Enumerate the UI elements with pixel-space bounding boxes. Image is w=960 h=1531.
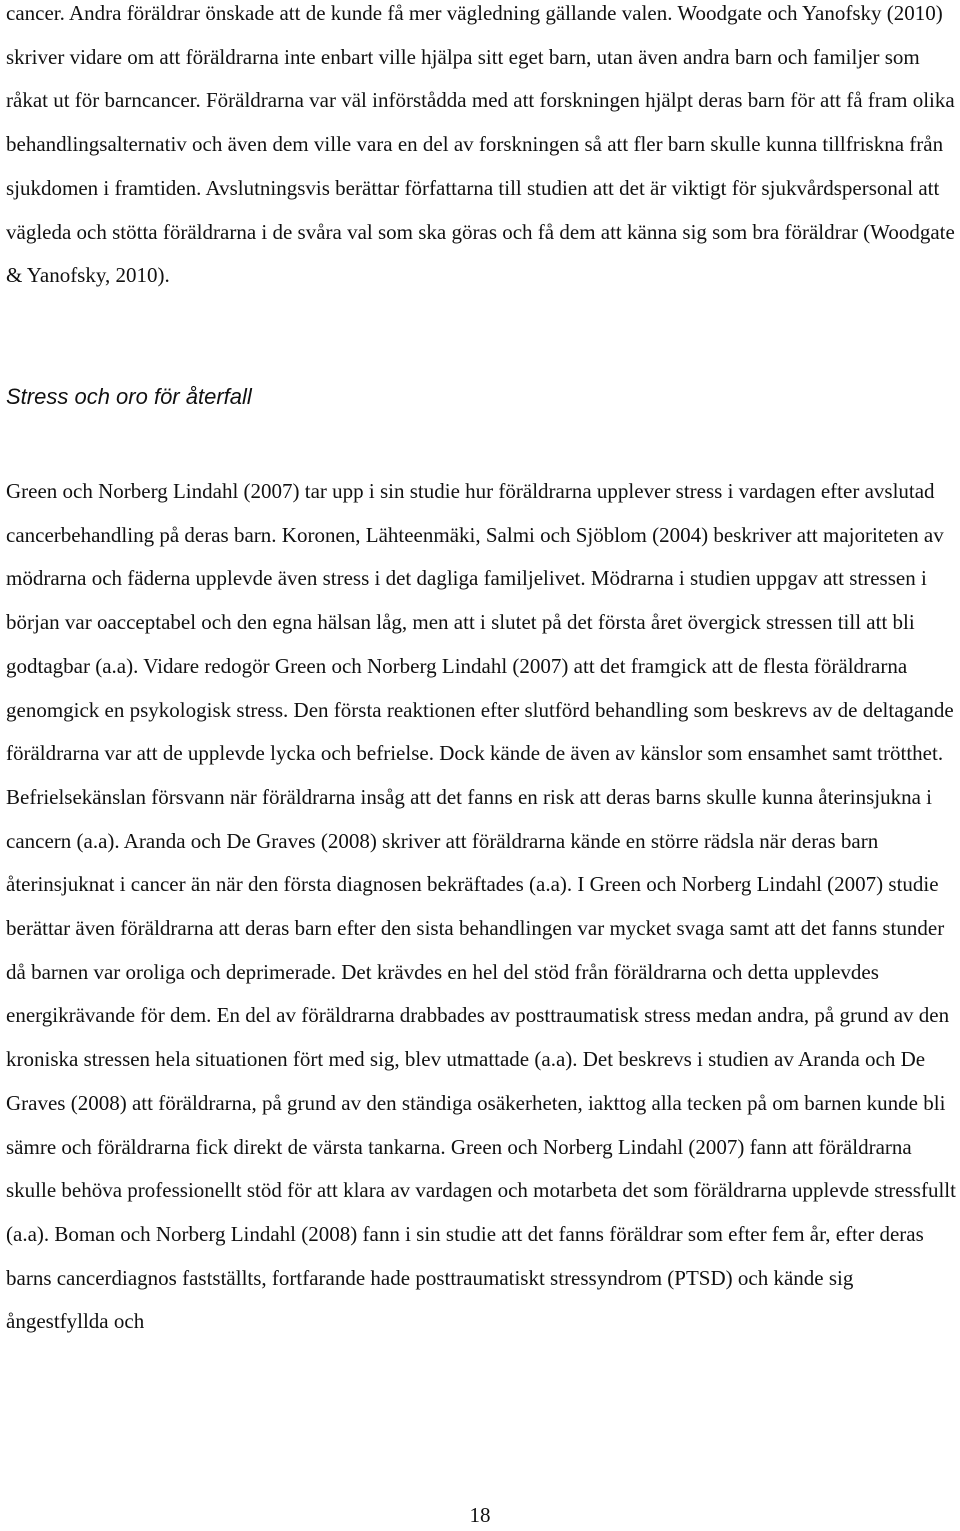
section-heading: Stress och oro för återfall — [6, 384, 252, 409]
body-paragraph: cancer. Andra föräldrar önskade att de kunde få mer vägledning gällande valen. Woodgate och Yanofsky (2010) skriver vidare om att föräldrarna inte enbart ville hjälpa sitt eget barn, utan även andra barn och familjer som råkat ut för barncancer. Föräldrarna var väl införstådda med att forskningen hjälpt deras barn för att få fram olika behandlingsalternativ och även dem ville vara en del av forskningen så att fler barn skulle kunna tillfriskna från sjukdomen i framtiden. Avslutningsvis berättar författarna till studien att det är viktigt för sjukvårdspersonal att vägleda och stötta föräldrarna i de svåra val som ska göras och få dem att känna sig som bra föräldrar (Woodgate & Yanofsky, 2010). — [6, 1, 955, 288]
body-paragraph: Green och Norberg Lindahl (2007) tar upp i sin studie hur föräldrarna upplever stress i vardagen efter avslutad cancerbehandling på deras barn. Koronen, Lähteenmäki, Salmi och Sjöblom (2004) beskriver att majoriteten av mödrarna och fäderna upplevde även stress i det dagliga familjelivet. Mödrarna i studien uppgav att stressen i början var oacceptabel och den egna hälsan låg, men att i slutet på det första året övergick stressen till att bli godtagbar (a.a). Vidare redogör Green och Norberg Lindahl (2007) att det framgick att de flesta föräldrarna genomgick en psykologisk stress. Den första reaktionen efter slutförd behandling som beskrevs av de deltagande föräldrarna var att de upplevde lycka och befrielse. Dock kände de även av känslor som ensamhet samt trötthet. Befrielsekänslan försvann när föräldrarna insåg att det fanns en risk att deras barns skulle kunna återinsjukna i cancern (a.a). Aranda och De Graves (2008) skriver att föräldrarna kände en större rädsla när deras barn återinsjuknat i cancer än när den första diagnosen bekräftades (a.a). I Green och Norberg Lindahl (2007) studie berättar även föräldrarna att deras barn efter den sista behandlingen var mycket svaga samt att det fanns stunder då barnen var oroliga och deprimerade. Det krävdes en hel del stöd från föräldrarna och detta upplevdes energikrävande för dem. En del av föräldrarna drabbades av posttraumatisk stress medan andra, på grund av den kroniska stressen hela situationen fört med sig, blev utmattade (a.a). Det beskrevs i studien av Aranda och De Graves (2008) att föräldrarna, på grund av den ständiga osäkerheten, iakttog alla tecken på om barnen kunde bli sämre och föräldrarna fick direkt de värsta tankarna. Green och Norberg Lindahl (2007) fann att föräldrarna skulle behöva professionellt stöd för att klara av vardagen och motarbeta det som föräldrarna upplevde stressfullt (a.a). Boman och Norberg Lindahl (2008) fann i sin studie att det fanns föräldrar som efter fem år, efter deras barns cancerdiagnos fastställts, fortfarande hade posttraumatiskt stressyndrom (PTSD) och kände sig ångestfyllda och — [6, 479, 956, 1334]
page-number: 18 — [469, 1503, 491, 1527]
